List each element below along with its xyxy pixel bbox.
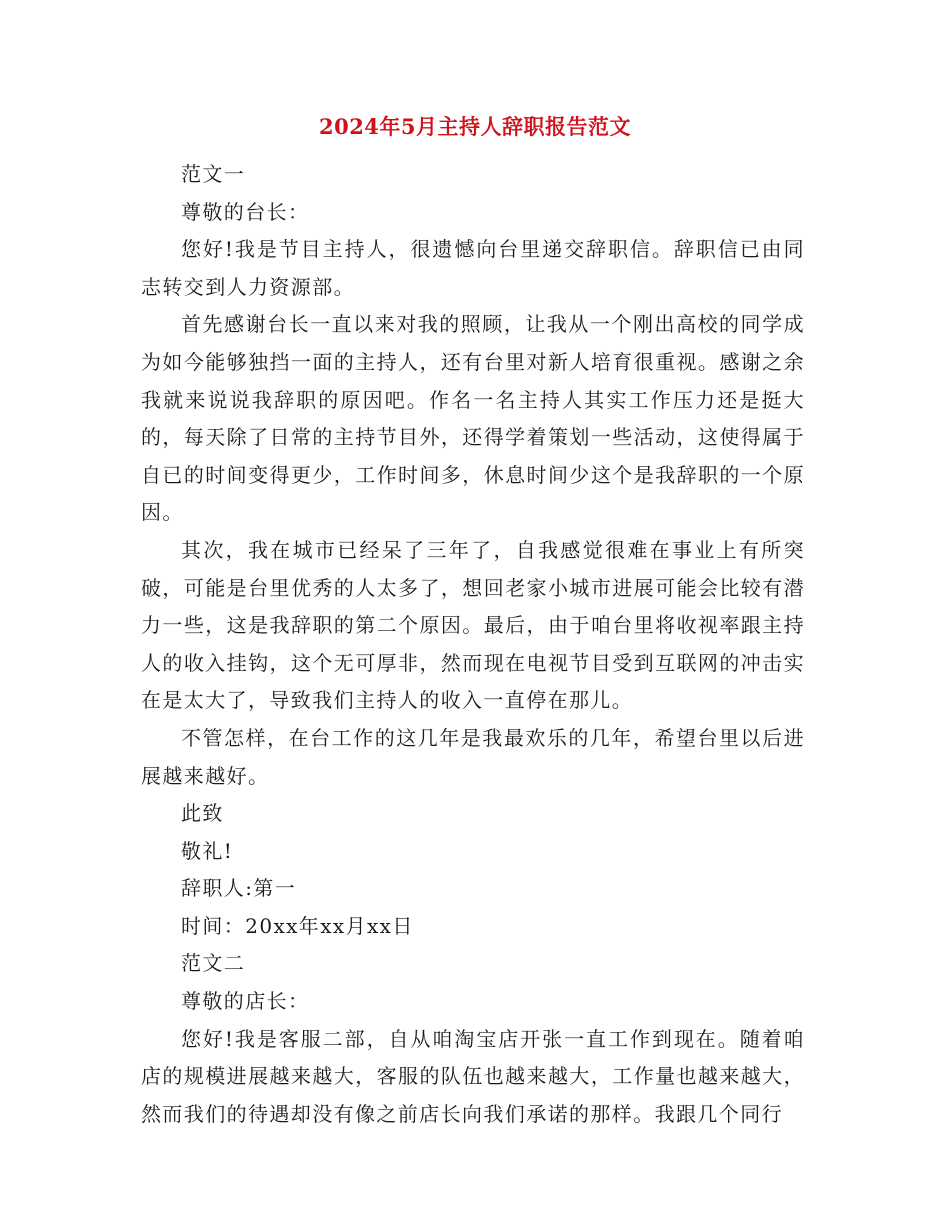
paragraph-date: 时间：20xx年xx月xx日 xyxy=(181,913,414,938)
paragraph-heading-sample-1: 范文一 xyxy=(181,162,246,186)
document-body xyxy=(141,156,805,1133)
paragraph-salutation-2: 尊敬的店长： xyxy=(181,989,310,1014)
paragraph-heading-sample-2: 范文二 xyxy=(181,951,246,976)
paragraph-greeting-1: 您好!我是节目主持人，很遗憾向台里递交辞职信。辞职信已由同志转交到人力资源部。 xyxy=(141,237,805,299)
document-title: 2024年5月主持人辞职报告范文 xyxy=(318,114,632,139)
paragraph-reason-2: 其次，我在城市已经呆了三年了，自我感觉很难在事业上有所突破，可能是台里优秀的人太多了，想回老家小城市进展可能会比较有潜力一些，这是我辞职的第二个原因。最后，由于咱台里将收视率跟主持人的收入挂钩，这个无可厚非，然而现在电视节目受到互联网的冲击实在是太大了，导致我们主持人的收入一直停在那儿。 xyxy=(141,537,805,713)
paragraph-greeting-2: 您好!我是客服二部，自从咱淘宝店开张一直工作到现在。随着咱店的规模进展越来越大，客服的队伍也越来越大，工作量也越来越大，然而我们的待遇却没有像之前店长向我们承诺的那样。我跟几个同行 xyxy=(141,1026,805,1126)
paragraph-regards: 敬礼! xyxy=(181,838,234,863)
paragraph-reason-1: 首先感谢台长一直以来对我的照顾，让我从一个刚出高校的同学成为如今能够独挡一面的主持人，还有台里对新人培育很重视。感谢之余我就来说说我辞职的原因吧。作名一名主持人其实工作压力还是挺大的，每天除了日常的主持节目外，还得学着策划一些活动，这使得属于自已的时间变得更少，工作时间多，休息时间少这个是我辞职的一个原因。 xyxy=(141,312,805,525)
paragraph-signature: 辞职人:第一 xyxy=(181,876,297,901)
paragraph-wishes: 不管怎样，在台工作的这几年是我最欢乐的几年，希望台里以后进展越来越好。 xyxy=(141,725,805,788)
paragraph-salutation-1: 尊敬的台长： xyxy=(181,199,310,224)
paragraph-closing: 此致 xyxy=(181,801,224,826)
